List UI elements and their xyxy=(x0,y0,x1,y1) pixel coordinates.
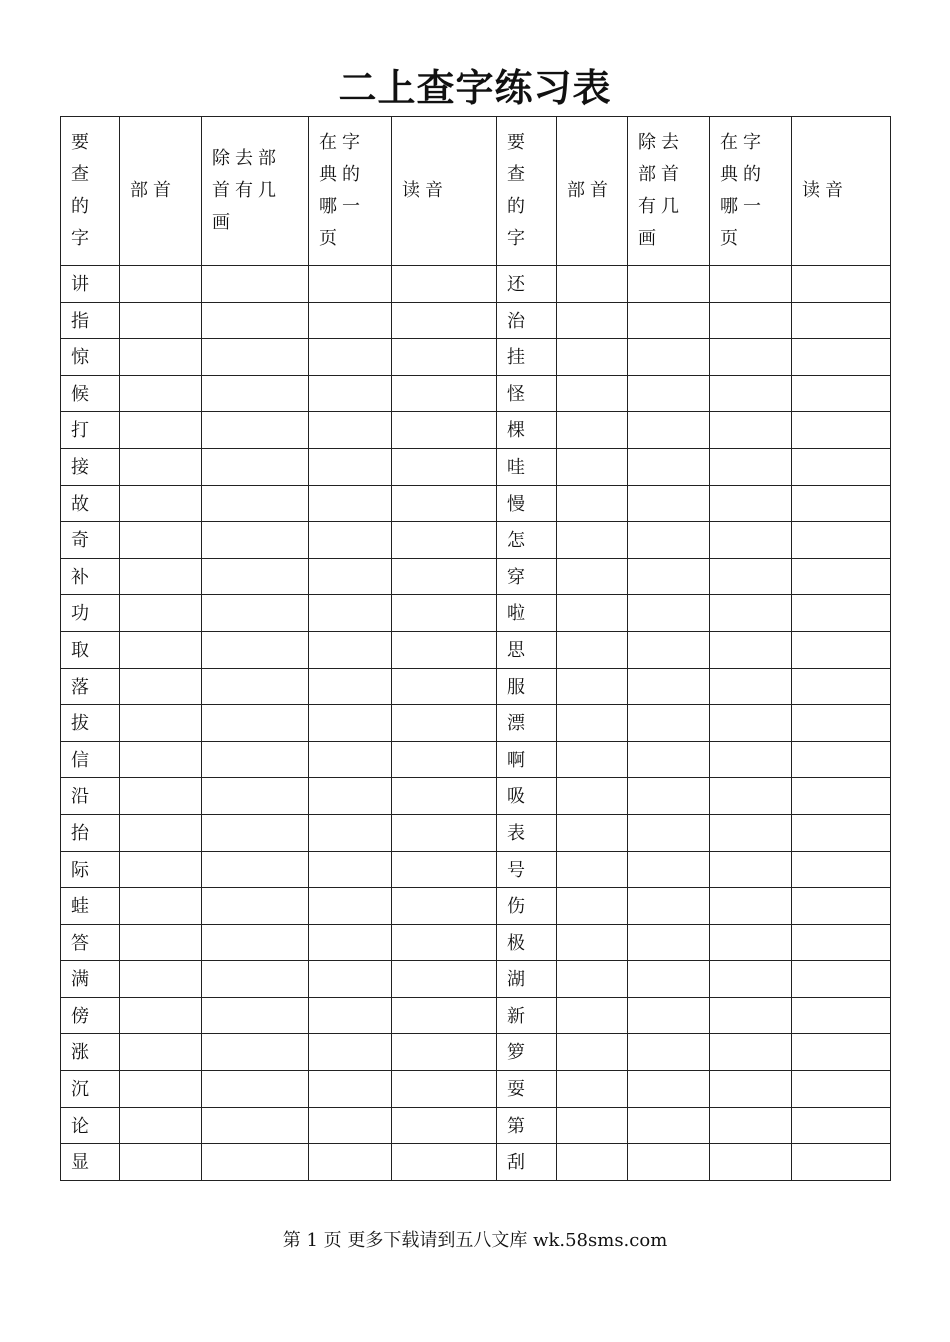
stroke-count-cell-left[interactable] xyxy=(202,961,309,998)
pronunciation-cell-right[interactable] xyxy=(792,375,891,412)
page-cell-right[interactable] xyxy=(710,266,792,303)
radical-cell-right[interactable] xyxy=(557,1034,628,1071)
character-cell-left: 抬 xyxy=(61,814,120,851)
page-cell-left[interactable] xyxy=(309,997,392,1034)
radical-cell-right[interactable] xyxy=(557,631,628,668)
radical-cell-left[interactable] xyxy=(120,1144,202,1181)
page-cell-right[interactable] xyxy=(710,668,792,705)
radical-cell-right[interactable] xyxy=(557,448,628,485)
pronunciation-cell-right[interactable] xyxy=(792,851,891,888)
radical-cell-left[interactable] xyxy=(120,412,202,449)
radical-cell-left[interactable] xyxy=(120,705,202,742)
page-cell-left[interactable] xyxy=(309,1071,392,1108)
table-row xyxy=(61,1034,891,1071)
page-cell-right[interactable] xyxy=(710,705,792,742)
table-row xyxy=(61,1107,891,1144)
character-cell-left: 拔 xyxy=(61,705,120,742)
radical-cell-right[interactable] xyxy=(557,778,628,815)
pronunciation-cell-right[interactable] xyxy=(792,266,891,303)
character-cell-left: 沉 xyxy=(61,1071,120,1108)
radical-cell-right[interactable] xyxy=(557,851,628,888)
radical-cell-left[interactable] xyxy=(120,741,202,778)
character-cell-right: 新 xyxy=(497,997,557,1034)
radical-cell-left[interactable] xyxy=(120,485,202,522)
stroke-count-cell-right[interactable] xyxy=(628,1034,710,1071)
radical-cell-right[interactable] xyxy=(557,558,628,595)
character-cell-left: 指 xyxy=(61,302,120,339)
pronunciation-cell-right[interactable] xyxy=(792,924,891,961)
stroke-count-cell-left[interactable] xyxy=(202,412,309,449)
character-cell-right: 刮 xyxy=(497,1144,557,1181)
radical-cell-left[interactable] xyxy=(120,595,202,632)
radical-cell-right[interactable] xyxy=(557,485,628,522)
header-stroke-count-left: 除去部首有几画 xyxy=(202,117,309,266)
character-cell-right: 怪 xyxy=(497,375,557,412)
page-cell-right[interactable] xyxy=(710,558,792,595)
table-row xyxy=(61,631,891,668)
pronunciation-cell-right[interactable] xyxy=(792,997,891,1034)
pronunciation-cell-left[interactable] xyxy=(392,558,497,595)
page-cell-left[interactable] xyxy=(309,631,392,668)
character-cell-right: 思 xyxy=(497,631,557,668)
radical-cell-right[interactable] xyxy=(557,1144,628,1181)
page-cell-left[interactable] xyxy=(309,339,392,376)
character-cell-left: 际 xyxy=(61,851,120,888)
stroke-count-cell-right[interactable] xyxy=(628,778,710,815)
radical-cell-left[interactable] xyxy=(120,668,202,705)
character-cell-left: 候 xyxy=(61,375,120,412)
page-cell-left[interactable] xyxy=(309,778,392,815)
character-cell-right: 伤 xyxy=(497,888,557,925)
radical-cell-left[interactable] xyxy=(120,448,202,485)
stroke-count-cell-left[interactable] xyxy=(202,741,309,778)
radical-cell-left[interactable] xyxy=(120,522,202,559)
page-cell-left[interactable] xyxy=(309,1034,392,1071)
stroke-count-cell-left[interactable] xyxy=(202,485,309,522)
pronunciation-cell-right[interactable] xyxy=(792,339,891,376)
pronunciation-cell-left[interactable] xyxy=(392,705,497,742)
stroke-count-cell-right[interactable] xyxy=(628,961,710,998)
radical-cell-left[interactable] xyxy=(120,1034,202,1071)
radical-cell-left[interactable] xyxy=(120,924,202,961)
radical-cell-left[interactable] xyxy=(120,778,202,815)
stroke-count-cell-left[interactable] xyxy=(202,595,309,632)
radical-cell-left[interactable] xyxy=(120,1107,202,1144)
page-cell-left[interactable] xyxy=(309,522,392,559)
page-cell-left[interactable] xyxy=(309,668,392,705)
page-cell-left[interactable] xyxy=(309,1107,392,1144)
pronunciation-cell-right[interactable] xyxy=(792,961,891,998)
page-cell-left[interactable] xyxy=(309,302,392,339)
stroke-count-cell-right[interactable] xyxy=(628,814,710,851)
page-cell-left[interactable] xyxy=(309,448,392,485)
page-cell-left[interactable] xyxy=(309,741,392,778)
page-title: 二上查字练习表 xyxy=(338,66,612,110)
pronunciation-cell-left[interactable] xyxy=(392,924,497,961)
stroke-count-cell-left[interactable] xyxy=(202,851,309,888)
table-row xyxy=(61,741,891,778)
page-cell-right[interactable] xyxy=(710,522,792,559)
pronunciation-cell-right[interactable] xyxy=(792,778,891,815)
radical-cell-left[interactable] xyxy=(120,997,202,1034)
stroke-count-cell-right[interactable] xyxy=(628,595,710,632)
radical-cell-left[interactable] xyxy=(120,814,202,851)
page-cell-left[interactable] xyxy=(309,375,392,412)
page-cell-right[interactable] xyxy=(710,302,792,339)
page-cell-right[interactable] xyxy=(710,741,792,778)
character-cell-left: 信 xyxy=(61,741,120,778)
character-cell-left: 落 xyxy=(61,668,120,705)
pronunciation-cell-right[interactable] xyxy=(792,485,891,522)
header-pronunciation-right: 读音 xyxy=(792,117,891,266)
character-cell-right: 还 xyxy=(497,266,557,303)
pronunciation-cell-right[interactable] xyxy=(792,302,891,339)
radical-cell-right[interactable] xyxy=(557,1107,628,1144)
character-cell-left: 满 xyxy=(61,961,120,998)
pronunciation-cell-left[interactable] xyxy=(392,741,497,778)
character-cell-left: 傍 xyxy=(61,997,120,1034)
radical-cell-left[interactable] xyxy=(120,631,202,668)
page-cell-left[interactable] xyxy=(309,412,392,449)
table-row xyxy=(61,997,891,1034)
character-cell-left: 取 xyxy=(61,631,120,668)
page-cell-left[interactable] xyxy=(309,924,392,961)
lookup-table xyxy=(60,116,891,1181)
stroke-count-cell-right[interactable] xyxy=(628,522,710,559)
header-stroke-count-right: 除去部首有几画 xyxy=(628,117,710,266)
table-row xyxy=(61,924,891,961)
radical-cell-right[interactable] xyxy=(557,302,628,339)
stroke-count-cell-left[interactable] xyxy=(202,302,309,339)
pronunciation-cell-right[interactable] xyxy=(792,705,891,742)
table-row xyxy=(61,522,891,559)
pronunciation-cell-right[interactable] xyxy=(792,1144,891,1181)
page-cell-left[interactable] xyxy=(309,485,392,522)
table-row xyxy=(61,851,891,888)
page-footer: 第 1 页 更多下载请到五八文库 wk.58sms.com xyxy=(282,1230,668,1251)
pronunciation-cell-right[interactable] xyxy=(792,558,891,595)
page-cell-right[interactable] xyxy=(710,1034,792,1071)
table-row xyxy=(61,266,891,303)
header-page-right: 在字典的哪一页 xyxy=(710,117,792,266)
character-cell-left: 涨 xyxy=(61,1034,120,1071)
stroke-count-cell-left[interactable] xyxy=(202,631,309,668)
radical-cell-left[interactable] xyxy=(120,888,202,925)
stroke-count-cell-left[interactable] xyxy=(202,1144,309,1181)
pronunciation-cell-left[interactable] xyxy=(392,485,497,522)
character-cell-right: 箩 xyxy=(497,1034,557,1071)
character-cell-left: 故 xyxy=(61,485,120,522)
character-cell-left: 讲 xyxy=(61,266,120,303)
stroke-count-cell-right[interactable] xyxy=(628,888,710,925)
stroke-count-cell-right[interactable] xyxy=(628,668,710,705)
stroke-count-cell-left[interactable] xyxy=(202,668,309,705)
stroke-count-cell-right[interactable] xyxy=(628,631,710,668)
stroke-count-cell-right[interactable] xyxy=(628,924,710,961)
pronunciation-cell-left[interactable] xyxy=(392,302,497,339)
stroke-count-cell-right[interactable] xyxy=(628,558,710,595)
page-cell-right[interactable] xyxy=(710,851,792,888)
stroke-count-cell-right[interactable] xyxy=(628,339,710,376)
radical-cell-left[interactable] xyxy=(120,558,202,595)
header-radical-left: 部首 xyxy=(120,117,202,266)
stroke-count-cell-right[interactable] xyxy=(628,266,710,303)
character-cell-right: 湖 xyxy=(497,961,557,998)
pronunciation-cell-right[interactable] xyxy=(792,814,891,851)
page-cell-left[interactable] xyxy=(309,558,392,595)
table-body xyxy=(61,266,891,1181)
radical-cell-right[interactable] xyxy=(557,412,628,449)
radical-cell-left[interactable] xyxy=(120,851,202,888)
radical-cell-right[interactable] xyxy=(557,888,628,925)
stroke-count-cell-left[interactable] xyxy=(202,339,309,376)
header-radical-right: 部首 xyxy=(557,117,628,266)
character-cell-right: 漂 xyxy=(497,705,557,742)
pronunciation-cell-right[interactable] xyxy=(792,1034,891,1071)
table-row xyxy=(61,705,891,742)
radical-cell-left[interactable] xyxy=(120,266,202,303)
table-row xyxy=(61,888,891,925)
table-row xyxy=(61,961,891,998)
character-cell-right: 治 xyxy=(497,302,557,339)
stroke-count-cell-right[interactable] xyxy=(628,741,710,778)
page-cell-left[interactable] xyxy=(309,814,392,851)
radical-cell-left[interactable] xyxy=(120,375,202,412)
page-cell-left[interactable] xyxy=(309,851,392,888)
character-cell-right: 慢 xyxy=(497,485,557,522)
table-row xyxy=(61,375,891,412)
pronunciation-cell-right[interactable] xyxy=(792,1071,891,1108)
radical-cell-right[interactable] xyxy=(557,705,628,742)
character-cell-left: 显 xyxy=(61,1144,120,1181)
page-cell-left[interactable] xyxy=(309,705,392,742)
radical-cell-right[interactable] xyxy=(557,668,628,705)
character-cell-left: 蛙 xyxy=(61,888,120,925)
radical-cell-right[interactable] xyxy=(557,266,628,303)
pronunciation-cell-left[interactable] xyxy=(392,668,497,705)
character-cell-right: 第 xyxy=(497,1107,557,1144)
character-cell-right: 挂 xyxy=(497,339,557,376)
header-character-left: 要查的字 xyxy=(61,117,120,266)
page-cell-right[interactable] xyxy=(710,814,792,851)
table-row xyxy=(61,339,891,376)
pronunciation-cell-left[interactable] xyxy=(392,1144,497,1181)
radical-cell-right[interactable] xyxy=(557,375,628,412)
radical-cell-left[interactable] xyxy=(120,1071,202,1108)
radical-cell-right[interactable] xyxy=(557,595,628,632)
pronunciation-cell-right[interactable] xyxy=(792,595,891,632)
stroke-count-cell-left[interactable] xyxy=(202,1034,309,1071)
pronunciation-cell-left[interactable] xyxy=(392,1107,497,1144)
radical-cell-right[interactable] xyxy=(557,522,628,559)
character-cell-left: 奇 xyxy=(61,522,120,559)
pronunciation-cell-right[interactable] xyxy=(792,668,891,705)
radical-cell-left[interactable] xyxy=(120,339,202,376)
stroke-count-cell-left[interactable] xyxy=(202,778,309,815)
table-row xyxy=(61,668,891,705)
header-pronunciation-left: 读音 xyxy=(392,117,497,266)
stroke-count-cell-right[interactable] xyxy=(628,375,710,412)
character-cell-left: 惊 xyxy=(61,339,120,376)
radical-cell-right[interactable] xyxy=(557,339,628,376)
table-row xyxy=(61,412,891,449)
page-cell-right[interactable] xyxy=(710,888,792,925)
page-cell-right[interactable] xyxy=(710,485,792,522)
character-cell-right: 啊 xyxy=(497,741,557,778)
page-cell-right[interactable] xyxy=(710,375,792,412)
pronunciation-cell-right[interactable] xyxy=(792,448,891,485)
table-row xyxy=(61,814,891,851)
page-cell-right[interactable] xyxy=(710,1071,792,1108)
character-cell-right: 穿 xyxy=(497,558,557,595)
pronunciation-cell-left[interactable] xyxy=(392,888,497,925)
radical-cell-right[interactable] xyxy=(557,741,628,778)
pronunciation-cell-right[interactable] xyxy=(792,412,891,449)
stroke-count-cell-left[interactable] xyxy=(202,705,309,742)
table-row xyxy=(61,595,891,632)
pronunciation-cell-left[interactable] xyxy=(392,375,497,412)
header-character-right: 要查的字 xyxy=(497,117,557,266)
stroke-count-cell-left[interactable] xyxy=(202,924,309,961)
page-cell-right[interactable] xyxy=(710,1107,792,1144)
stroke-count-cell-right[interactable] xyxy=(628,1071,710,1108)
character-cell-right: 哇 xyxy=(497,448,557,485)
character-cell-right: 号 xyxy=(497,851,557,888)
stroke-count-cell-right[interactable] xyxy=(628,1144,710,1181)
character-cell-left: 答 xyxy=(61,924,120,961)
table-row xyxy=(61,558,891,595)
pronunciation-cell-right[interactable] xyxy=(792,741,891,778)
page-cell-right[interactable] xyxy=(710,961,792,998)
character-cell-left: 打 xyxy=(61,412,120,449)
stroke-count-cell-left[interactable] xyxy=(202,266,309,303)
radical-cell-left[interactable] xyxy=(120,302,202,339)
stroke-count-cell-left[interactable] xyxy=(202,522,309,559)
header-row xyxy=(61,117,891,266)
radical-cell-right[interactable] xyxy=(557,997,628,1034)
radical-cell-right[interactable] xyxy=(557,814,628,851)
stroke-count-cell-left[interactable] xyxy=(202,375,309,412)
pronunciation-cell-left[interactable] xyxy=(392,631,497,668)
page-cell-right[interactable] xyxy=(710,448,792,485)
stroke-count-cell-left[interactable] xyxy=(202,814,309,851)
table-row xyxy=(61,485,891,522)
page-cell-left[interactable] xyxy=(309,961,392,998)
character-cell-left: 沿 xyxy=(61,778,120,815)
page-cell-right[interactable] xyxy=(710,339,792,376)
stroke-count-cell-right[interactable] xyxy=(628,997,710,1034)
pronunciation-cell-left[interactable] xyxy=(392,997,497,1034)
pronunciation-cell-right[interactable] xyxy=(792,522,891,559)
page-cell-right[interactable] xyxy=(710,631,792,668)
character-cell-right: 棵 xyxy=(497,412,557,449)
page-cell-right[interactable] xyxy=(710,412,792,449)
character-cell-right: 耍 xyxy=(497,1071,557,1108)
pronunciation-cell-left[interactable] xyxy=(392,412,497,449)
page-cell-left[interactable] xyxy=(309,888,392,925)
page-cell-left[interactable] xyxy=(309,595,392,632)
character-cell-right: 啦 xyxy=(497,595,557,632)
character-cell-right: 极 xyxy=(497,924,557,961)
stroke-count-cell-left[interactable] xyxy=(202,448,309,485)
character-cell-left: 功 xyxy=(61,595,120,632)
character-cell-left: 补 xyxy=(61,558,120,595)
pronunciation-cell-left[interactable] xyxy=(392,1071,497,1108)
pronunciation-cell-left[interactable] xyxy=(392,778,497,815)
stroke-count-cell-right[interactable] xyxy=(628,485,710,522)
character-cell-right: 怎 xyxy=(497,522,557,559)
stroke-count-cell-right[interactable] xyxy=(628,412,710,449)
pronunciation-cell-right[interactable] xyxy=(792,1107,891,1144)
stroke-count-cell-left[interactable] xyxy=(202,558,309,595)
radical-cell-right[interactable] xyxy=(557,924,628,961)
stroke-count-cell-left[interactable] xyxy=(202,1107,309,1144)
radical-cell-left[interactable] xyxy=(120,961,202,998)
page-cell-right[interactable] xyxy=(710,997,792,1034)
stroke-count-cell-right[interactable] xyxy=(628,705,710,742)
character-cell-left: 论 xyxy=(61,1107,120,1144)
pronunciation-cell-left[interactable] xyxy=(392,339,497,376)
character-cell-right: 吸 xyxy=(497,778,557,815)
pronunciation-cell-left[interactable] xyxy=(392,595,497,632)
table-row xyxy=(61,1144,891,1181)
radical-cell-right[interactable] xyxy=(557,961,628,998)
pronunciation-cell-left[interactable] xyxy=(392,266,497,303)
page-cell-left[interactable] xyxy=(309,266,392,303)
page-cell-right[interactable] xyxy=(710,924,792,961)
stroke-count-cell-right[interactable] xyxy=(628,302,710,339)
pronunciation-cell-right[interactable] xyxy=(792,631,891,668)
page-cell-left[interactable] xyxy=(309,1144,392,1181)
pronunciation-cell-left[interactable] xyxy=(392,1034,497,1071)
table-row xyxy=(61,302,891,339)
pronunciation-cell-left[interactable] xyxy=(392,814,497,851)
stroke-count-cell-left[interactable] xyxy=(202,1071,309,1108)
character-cell-left: 接 xyxy=(61,448,120,485)
table-row xyxy=(61,778,891,815)
stroke-count-cell-right[interactable] xyxy=(628,448,710,485)
header-page-left: 在字典的哪一页 xyxy=(309,117,392,266)
pronunciation-cell-left[interactable] xyxy=(392,961,497,998)
pronunciation-cell-left[interactable] xyxy=(392,522,497,559)
pronunciation-cell-left[interactable] xyxy=(392,851,497,888)
radical-cell-right[interactable] xyxy=(557,1071,628,1108)
table-row xyxy=(61,1071,891,1108)
stroke-count-cell-right[interactable] xyxy=(628,1107,710,1144)
stroke-count-cell-left[interactable] xyxy=(202,997,309,1034)
pronunciation-cell-right[interactable] xyxy=(792,888,891,925)
page-cell-right[interactable] xyxy=(710,595,792,632)
character-cell-right: 服 xyxy=(497,668,557,705)
page-cell-right[interactable] xyxy=(710,1144,792,1181)
pronunciation-cell-left[interactable] xyxy=(392,448,497,485)
character-cell-right: 表 xyxy=(497,814,557,851)
stroke-count-cell-left[interactable] xyxy=(202,888,309,925)
table-row xyxy=(61,448,891,485)
stroke-count-cell-right[interactable] xyxy=(628,851,710,888)
page-cell-right[interactable] xyxy=(710,778,792,815)
